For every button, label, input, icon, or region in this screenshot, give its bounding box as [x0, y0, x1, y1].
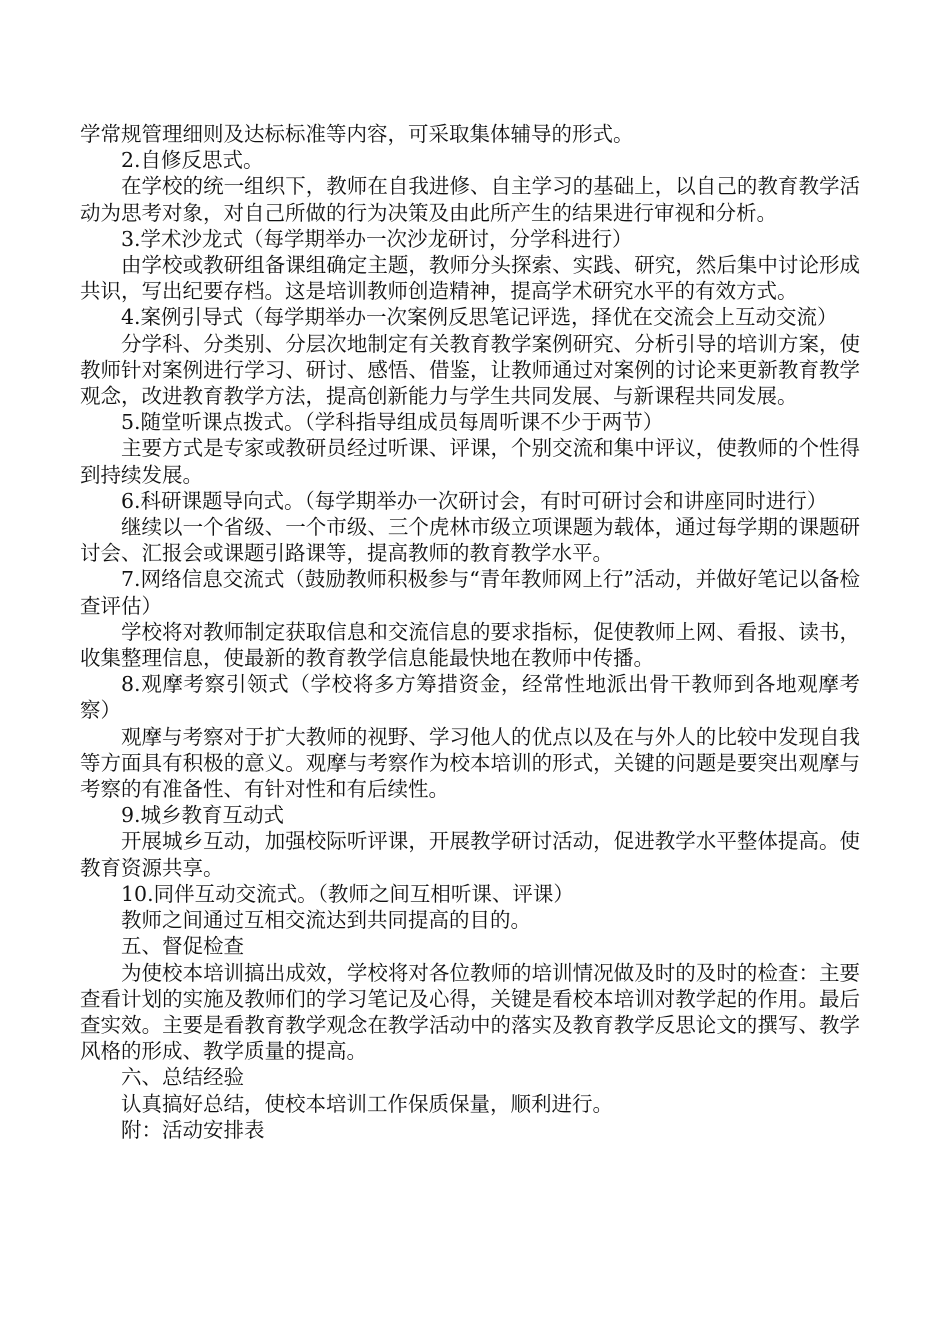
paragraph: 为使校本培训搞出成效，学校将对各位教师的培训情况做及时的及时的检查：主要查看计划的实施及教师们的学习笔记及心得，关键是看校本培训对教学起的作用。最后查实效。主要是看教育教学观念在教学活动中的落实及教育教学反思论文的撰写、教学风格的形成、教学质量的提高。: [80, 960, 860, 1064]
section-heading-observation-visit: 8.观摩考察引领式（学校将多方筹措资金，经常性地派出骨干教师到各地观摩考察）: [80, 672, 860, 723]
paragraph: 学常规管理细则及达标标准等内容，可采取集体辅导的形式。: [80, 122, 634, 146]
section-heading-urban-rural: 9.城乡教育互动式: [121, 803, 285, 828]
paragraph: 在学校的统一组织下，教师在自我进修、自主学习的基础上，以自己的教育教学活动为思考对象，对自己所做的行为决策及由此所产生的结果进行审视和分析。: [80, 174, 860, 225]
paragraph: 认真搞好总结，使校本培训工作保质保量，顺利进行。: [121, 1091, 613, 1116]
paragraph: 观摩与考察对于扩大教师的视野、学习他人的优点以及在与外人的比较中发现自我等方面具有积极的意义。观摩与考察作为校本培训的形式，关键的问题是要突出观摩与考察的有准备性、有针对性和有后续性。: [80, 724, 860, 802]
section-heading-academic-salon: 3.学术沙龙式（每学期举办一次沙龙研讨，分学科进行）: [121, 226, 633, 251]
paragraph: 分学科、分类别、分层次地制定有关教育教学案例研究、分析引导的培训方案，使教师针对案例进行学习、研讨、感悟、借鉴，让教师通过对案例的讨论来更新教育教学观念，改进教育教学方法，提高创新能力与学生共同发展、与新课程共同发展。: [80, 331, 860, 409]
paragraph: 学校将对教师制定获取信息和交流信息的要求指标，促使教师上网、看报、读书，收集整理信息，使最新的教育教学信息能最快地在教师中传播。: [80, 619, 860, 671]
section-heading-research-topic: 6.科研课题导向式。（每学期举办一次研讨会，有时可研讨会和讲座同时进行）: [121, 488, 828, 513]
section-heading-case-guidance: 4.案例引导式（每学期举办一次案例反思笔记评选，择优在交流会上互动交流）: [121, 305, 838, 330]
document-body: [80, 121, 860, 1143]
section-heading-self-reflection: 2.自修反思式。: [121, 148, 264, 173]
section-heading-network-exchange: 7.网络信息交流式（鼓励教师积极参与“青年教师网上行”活动，并做好笔记以备检查评估）: [80, 567, 860, 618]
paragraph: 教师之间通过互相交流达到共同提高的目的。: [121, 908, 531, 933]
paragraph: 主要方式是专家或教研员经过听课、评课，个别交流和集中评议，使教师的个性得到持续发展。: [80, 436, 860, 487]
section-heading-summary: 六、总结经验: [121, 1065, 244, 1090]
paragraph: 开展城乡互动，加强校际听评课，开展教学研讨活动，促进教学水平整体提高。使教育资源共享。: [80, 829, 860, 880]
section-heading-class-observation: 5.随堂听课点拨式。（学科指导组成员每周听课不少于两节）: [121, 410, 664, 435]
section-heading-peer-exchange: 10.同伴互动交流式。（教师之间互相听课、评课）: [121, 881, 574, 906]
paragraph: 继续以一个省级、一个市级、三个虎林市级立项课题为载体，通过每学期的课题研讨会、汇报会或课题引路课等，提高教师的教育教学水平。: [80, 515, 860, 566]
section-heading-supervision: 五、督促检查: [121, 934, 244, 959]
appendix-note: 附：活动安排表: [121, 1117, 265, 1142]
paragraph: 由学校或教研组备课组确定主题，教师分头探索、实践、研究，然后集中讨论形成共识，写出纪要存档。这是培训教师创造精神，提高学术研究水平的有效方式。: [80, 253, 860, 304]
